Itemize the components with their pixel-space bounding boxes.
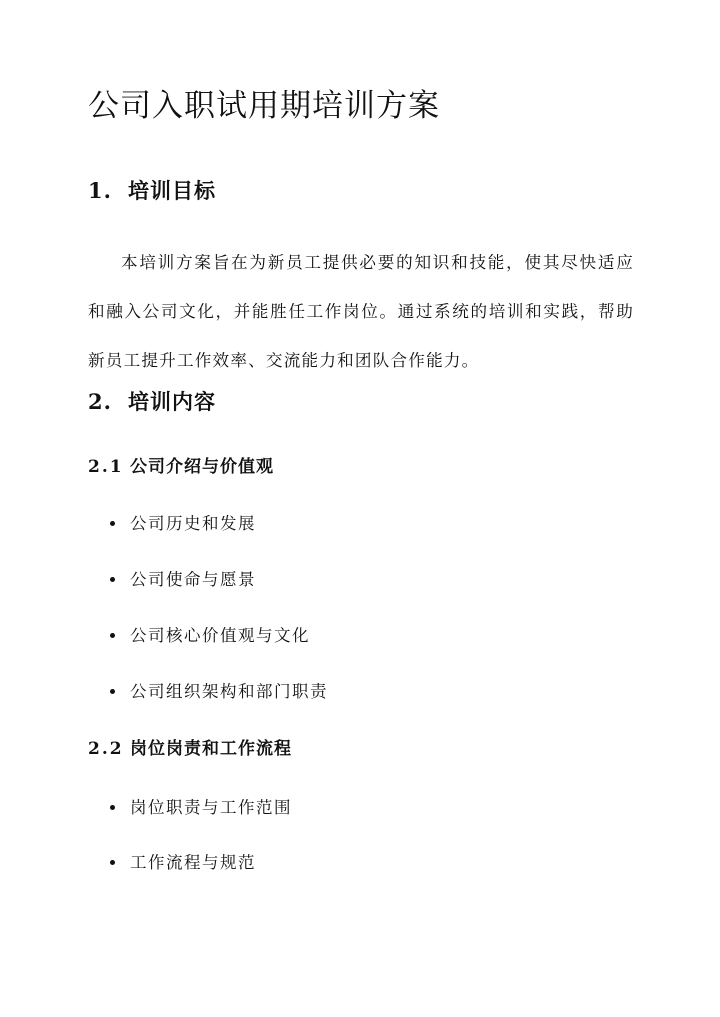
bullet-icon [110, 577, 115, 582]
subsection-heading [88, 736, 292, 762]
list-item-text: 公司核心价值观与文化 [130, 626, 310, 645]
list-item-text: 公司历史和发展 [130, 514, 256, 533]
subsection-title: 公司介绍与价值观 [130, 457, 274, 477]
list-item-text: 公司组织架构和部门职责 [130, 682, 328, 701]
subsection-heading [88, 454, 274, 480]
section-paragraph: 本培训方案旨在为新员工提供必要的知识和技能，使其尽快适应和融入公司文化，并能胜任工作岗位。通过系统的培训和实践，帮助新员工提升工作效率、交流能力和团队合作能力。 [88, 253, 634, 370]
list-item-text: 岗位职责与工作范围 [130, 798, 292, 817]
bullet-icon [110, 633, 115, 638]
bullet-icon [110, 689, 115, 694]
subsection-number: 2.2 [88, 739, 124, 759]
section-number: 2. [88, 389, 112, 414]
section-heading [88, 176, 216, 206]
bullet-icon [110, 805, 115, 810]
section-heading [88, 387, 216, 417]
section-number: 1. [88, 178, 112, 203]
section-title: 培训目标 [128, 178, 216, 203]
subsection-number: 2.1 [88, 457, 124, 477]
list-item-text: 工作流程与规范 [130, 853, 256, 872]
document-title: 公司入职试用期培训方案 [88, 88, 440, 124]
bullet-icon [110, 521, 115, 526]
list-item-text: 公司使命与愿景 [130, 570, 256, 589]
subsection-title: 岗位岗责和工作流程 [130, 739, 292, 759]
bullet-icon [110, 860, 115, 865]
section-title: 培训内容 [128, 389, 216, 414]
